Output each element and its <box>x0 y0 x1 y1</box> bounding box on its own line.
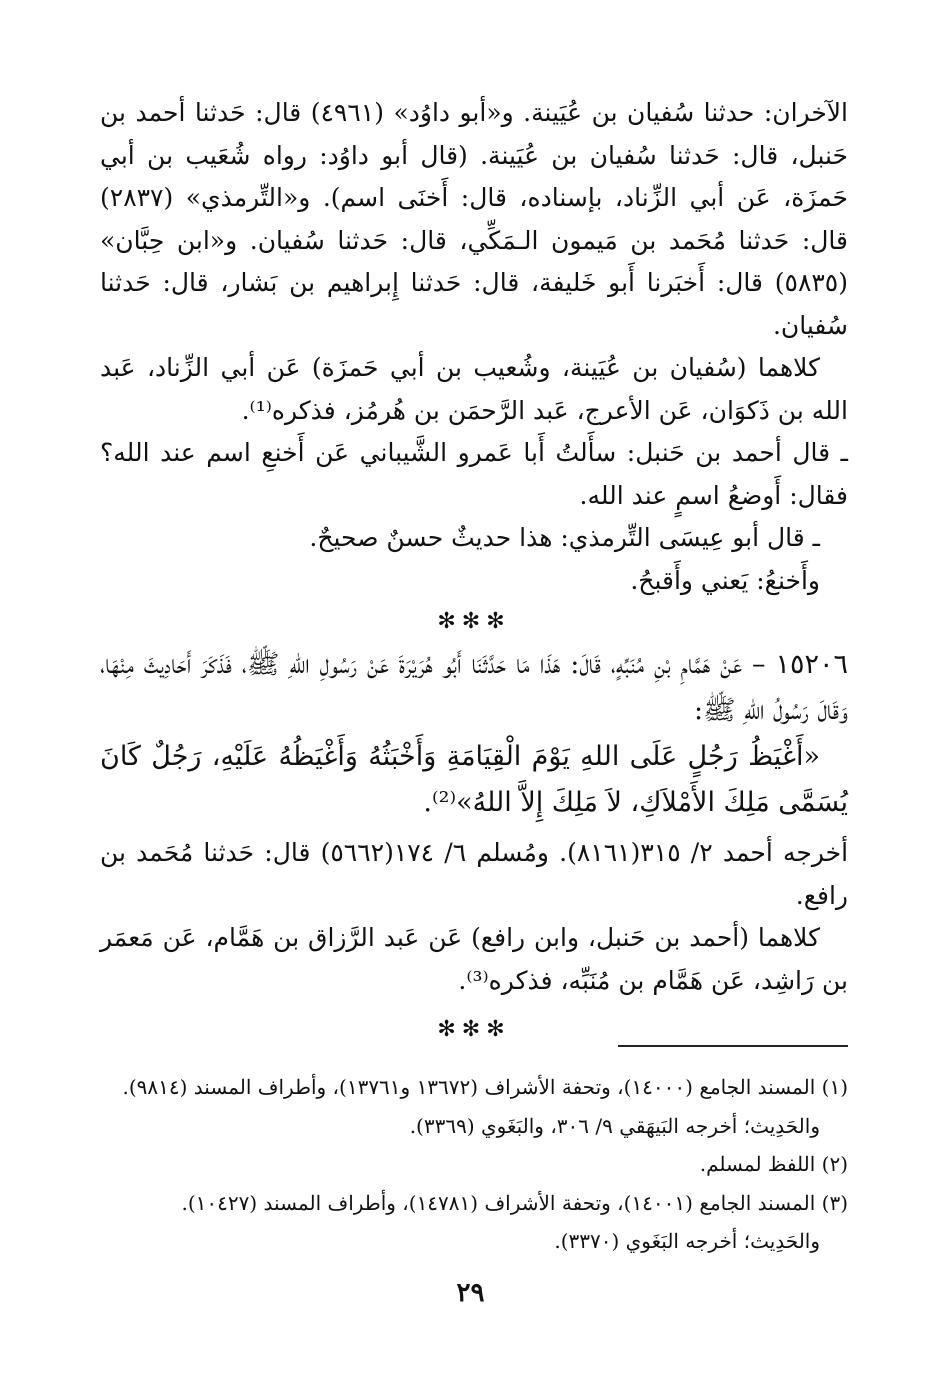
page-body <box>100 92 848 1050</box>
paragraph-ahmad-comment: ـ قال أحمد بن حَنبل: سأَلتُ أَبا عَمرو الشَّيباني عَن أَخنعِ اسم عند الله؟ فقال: أَوضعُ اسمٍ عند الله. <box>100 438 848 510</box>
footnote-3: (٣) المسند الجامع (١٤٠٠١)، وتحفة الأشراف (١٤٧٨١)، وأطراف المسند (١٠٤٢٧). <box>181 1190 848 1215</box>
hadith-quote: «أَغْيَظُ رَجُلٍ عَلَى اللهِ يَوْمَ الْقِيَامَةِ وَأَخْبَثُهُ وَأَغْيَظُهُ عَلَيْهِ، رَجُلٌ كَانَ يُسَمَّى مَلِكَ الأَمْلاَكِ، لاَ مَلِكَ إِلاَّ اللهُ»⁽²⁾. <box>100 741 848 818</box>
footnote-1-continuation: والحَدِيث؛ أخرجه البَيهَقي ٩/ ٣٠٦، والبَغَوي (٣٣٦٩). <box>409 1113 820 1138</box>
paragraph-chain-1: الآخران: حدثنا سُفيان بن عُيَينة. و«أبو داوُد» (٤٩٦١) قال: حَدثنا أحمد بن حَنبل، قال: حَدثنا سُفيان بن عُيَينة. (قال أبو داوُد: رواه شُعَيب بن أبي حَمزَة، عَن أبي الزِّناد، بإسناده، قال: أَخنَى اسم). و«التِّرمذي» (٢٨٣٧) قال: حَدثنا مُحَمد بن مَيمون الـمَكِّي، قال: حَدثنا سُفيان. و«ابن حِبَّان» (٥٨٣٥) قال: أَخبَرنا أَبو خَليفة، قال: حَدثنا إِبراهيم بن بَشار، قال: حَدثنا سُفيان. <box>100 98 848 340</box>
takhrij-line: أخرجه أحمد ٢/ ٣١٥(٨١٦١). ومُسلم ٦/ ١٧٤(٥٦٦٢) قال: حَدثنا مُحَمد بن رافع. <box>100 838 849 910</box>
footnotes <box>110 1068 848 1261</box>
section-separator-2: ✻✻✻ <box>437 1017 511 1042</box>
section-separator: ✻✻✻ <box>437 609 511 634</box>
paragraph-chain-2: كلاهما (سُفيان بن عُيَينة، وشُعيب بن أبي حَمزَة) عَن أبي الزِّناد، عَبد الله بن ذَكوَان، عَن الأعرج، عَبد الرَّحمَن بن هُرمُز، فذكره⁽¹⁾. <box>100 353 848 425</box>
footnote-1: (١) المسند الجامع (١٤٠٠٠)، وتحفة الأشراف (١٣٦٧٢ و١٣٧٦١)، وأطراف المسند (٩٨١٤). <box>122 1075 848 1099</box>
footnote-divider <box>618 1045 848 1047</box>
hadith-intro: ١٥٢٠٦ – عَنْ هَمَّامِ بْنِ مُنَبِّهٍ، قَالَ: هَذَا مَا حَدَّثَنَا أَبُو هُرَيْرَةَ عَنْ رَسُولِ اللهِ ﷺ، فَذَكَرَ أَحَادِيثَ مِنْهَا، وَقَالَ رَسُولُ اللهِ ﷺ: <box>100 649 848 726</box>
paragraph-tirmidhi-comment: ـ قال أبو عِيسَى التِّرمذي: هذا حديثٌ حسنٌ صحيحٌ. <box>309 523 820 552</box>
footnote-3-continuation: والحَدِيث؛ أخرجه البَغَوي (٣٣٧٠). <box>554 1229 820 1253</box>
takhrij-chain: كلاهما (أحمد بن حَنبل، وابن رافع) عَن عَبد الرَّزاق بن هَمَّام، عَن مَعمَر بن رَاشِد، عَن هَمَّام بن مُنَبِّه، فذكره⁽³⁾. <box>100 923 848 995</box>
page-number: ٢٩ <box>456 1278 485 1308</box>
paragraph-definition: وأَخنعُ: يَعني وأَقبحُ. <box>630 565 820 595</box>
footnote-2: (٢) اللفظ لمسلم. <box>699 1152 848 1176</box>
